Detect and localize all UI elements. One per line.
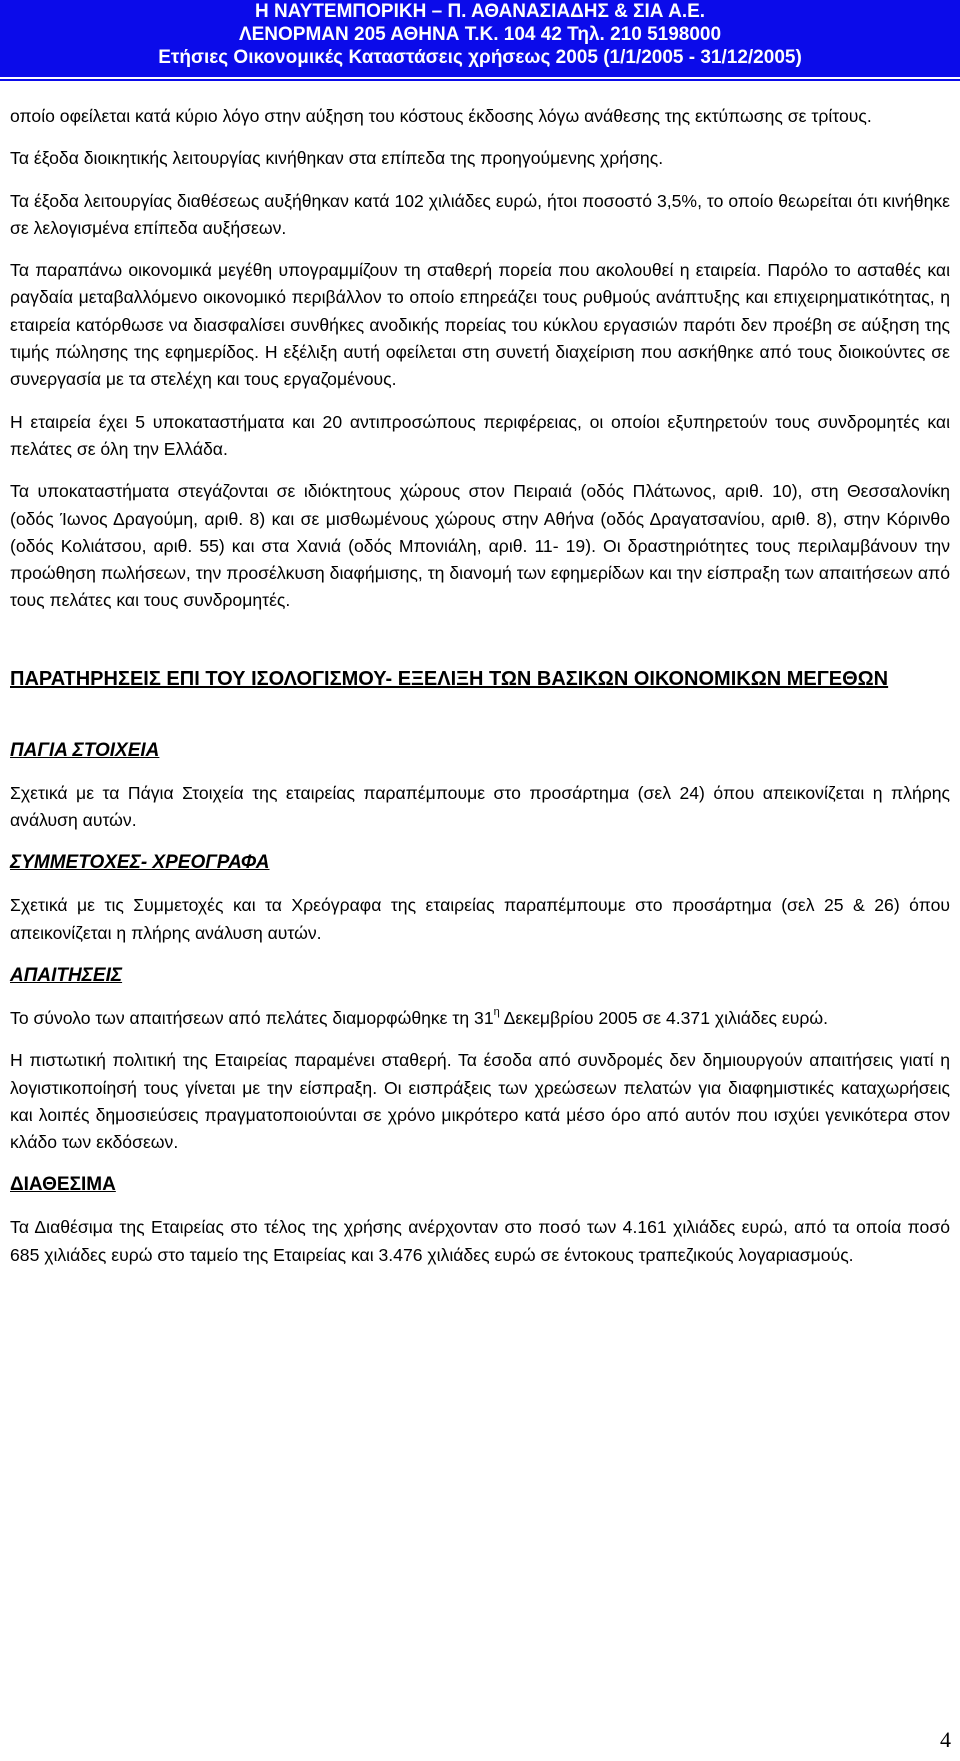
receivables-heading: ΑΠΑΙΤΗΣΕΙΣ (10, 964, 123, 986)
ordinal-superscript: η (493, 1005, 500, 1018)
paragraph: Τα έξοδα διοικητικής λειτουργίας κινήθηκαν στα επίπεδα της προηγούμενης χρήσης. (10, 148, 664, 169)
cash-heading: ΔΙΑΘΕΣΙΜΑ (10, 1174, 116, 1196)
report-title: Ετήσιες Οικονομικές Καταστάσεις χρήσεως 2005 (1/1/2005 - 31/12/2005) (158, 47, 802, 68)
fixed-assets-text: Σχετικά με τα Πάγια Στοιχεία της εταιρείας παραπέμπουμε στο προσάρτημα (σελ 24) όπου απεικονίζεται η πλήρης ανάλυση αυτών. (10, 782, 950, 831)
paragraph: Τα παραπάνω οικονομικά μεγέθη υπογραμμίζουν τη σταθερή πορεία που ακολουθεί η εταιρεία. Παρόλο το ασταθές και ραγδαία μεταβαλλόμενο οικονομικό περιβάλλον το οποίο επηρεάζει τους ρυθμούς ανάπτυξης και επιχειρηματικότητας, η εταιρεία κατόρθωσε να διασφαλίσει συνθήκες ανοδικής πορείας του κύκλου εργασιών παρότι δεν προέβη σε αύξηση της τιμής πώλησης της εφημερίδος. Η εξέλιξη αυτή οφείλεται στη συνετή διαχείριση που ασκήθηκε από τους διοικούντες σε συνεργασία με τα στελέχη και τους εργαζομένους. (10, 260, 950, 390)
participations-text: Σχετικά με τις Συμμετοχές και τα Χρεόγραφα της εταιρείας παραπέμπουμε στο προσάρτημα (σελ 25 & 26) όπου απεικονίζεται η πλήρης ανάλυση αυτών. (10, 895, 950, 943)
company-address: ΛΕΝΟΡΜΑΝ 205 ΑΘΗΝΑ Τ.Κ. 104 42 Τηλ. 210 5198000 (238, 24, 722, 45)
page-number: 4 (940, 1727, 951, 1752)
company-name: Η ΝΑΥΤΕΜΠΟΡΙΚΗ – Π. ΑΘΑΝΑΣΙΑΔΗΣ & ΣΙΑ Α.Ε. (254, 1, 706, 22)
paragraph: οποίο οφείλεται κατά κύριο λόγο στην αύξηση του κόστους έκδοσης λόγω ανάθεσης της εκτύπωσης σε τρίτους. (10, 106, 872, 126)
document-body (10, 103, 950, 1269)
participations-heading: ΣΥΜΜΕΤΟΧΕΣ- ΧΡΕΟΓΡΑΦΑ (10, 852, 270, 874)
receivables-total: Το σύνολο των απαιτήσεων από πελάτες διαμορφώθηκε τη $31^\eta$ Δεκεμβρίου 2005 σε 4.371 χιλιάδες ευρώ. (10, 1005, 829, 1028)
paragraph: Τα έξοδα λειτουργίας διαθέσεως αυξήθηκαν κατά 102 χιλιάδες ευρώ, ήτοι ποσοστό 3,5%, το οποίο θεωρείται ότι κινήθηκε σε λελογισμένα επίπεδα αυξήσεων. (10, 190, 950, 238)
page-header (0, 0, 960, 77)
credit-policy-text: Η πιστωτική πολιτική της Εταιρείας παραμένει σταθερή. Τα έσοδα από συνδρομές δεν δημιουργούν απαιτήσεις γιατί η λογιστικοποίησή τους γίνεται με την είσπραξη. Οι εισπράξεις των χρεώσεων πελατών για διαφημιστικές καταχωρήσεις και λοιπές δημοσιεύσεις πραγματοποιούνται σε χρόνο μικρότερο κατά μέσο όρο από αυτόν που ισχύει γενικότερα στον κλάδο των εκδόσεων. (10, 1050, 950, 1153)
header-rule (0, 79, 960, 81)
paragraph: Τα υποκαταστήματα στεγάζονται σε ιδιόκτητους χώρους στον Πειραιά (οδός Πλάτωνος, αριθ. 10), στη Θεσσαλονίκη (οδός Ίωνος Δραγούμη, αριθ. 8) και σε μισθωμένους χώρους στην Αθήνα (οδός Δραγατσανίου, αριθ. 8), στην Κόρινθο (οδός Κολιάτσου, αριθ. 55) και στα Χανιά (οδός Μπονιάλη, αριθ. 11- 19). Οι δραστηριότητες τους περιλαμβάνουν την προώθηση πωλήσεων, την προσέλκυση διαφήμισης, τη διανομή των εφημερίδων και την είσπραξη των απαιτήσεων από τους πελάτες και τους συνδρομητές. (10, 481, 950, 611)
fixed-assets-heading: ΠΑΓΙΑ ΣΤΟΙΧΕΙΑ (10, 739, 160, 761)
section-title: ΠΑΡΑΤΗΡΗΣΕΙΣ ΕΠΙ ΤΟΥ ΙΣΟΛΟΓΙΣΜΟΥ- ΕΞΕΛΙΞΗ ΤΩΝ ΒΑΣΙΚΩΝ ΟΙΚΟΝΟΜΙΚΩΝ ΜΕΓΕΘΩΝ (10, 667, 889, 690)
cash-text: Τα Διαθέσιμα της Εταιρείας στο τέλος της χρήσης ανέρχονταν στο ποσό των 4.161 χιλιάδες ευρώ, από τα οποία ποσό 685 χιλιάδες ευρώ στο ταμείο της Εταιρείας και 3.476 χιλιάδες ευρώ σε έντοκους τραπεζικούς λογαριασμούς. (10, 1217, 950, 1265)
paragraph: Η εταιρεία έχει 5 υποκαταστήματα και 20 αντιπροσώπους περιφέρειας, οι οποίοι εξυπηρετούν τους συνδρομητές και πελάτες σε όλη την Ελλάδα. (10, 411, 950, 459)
